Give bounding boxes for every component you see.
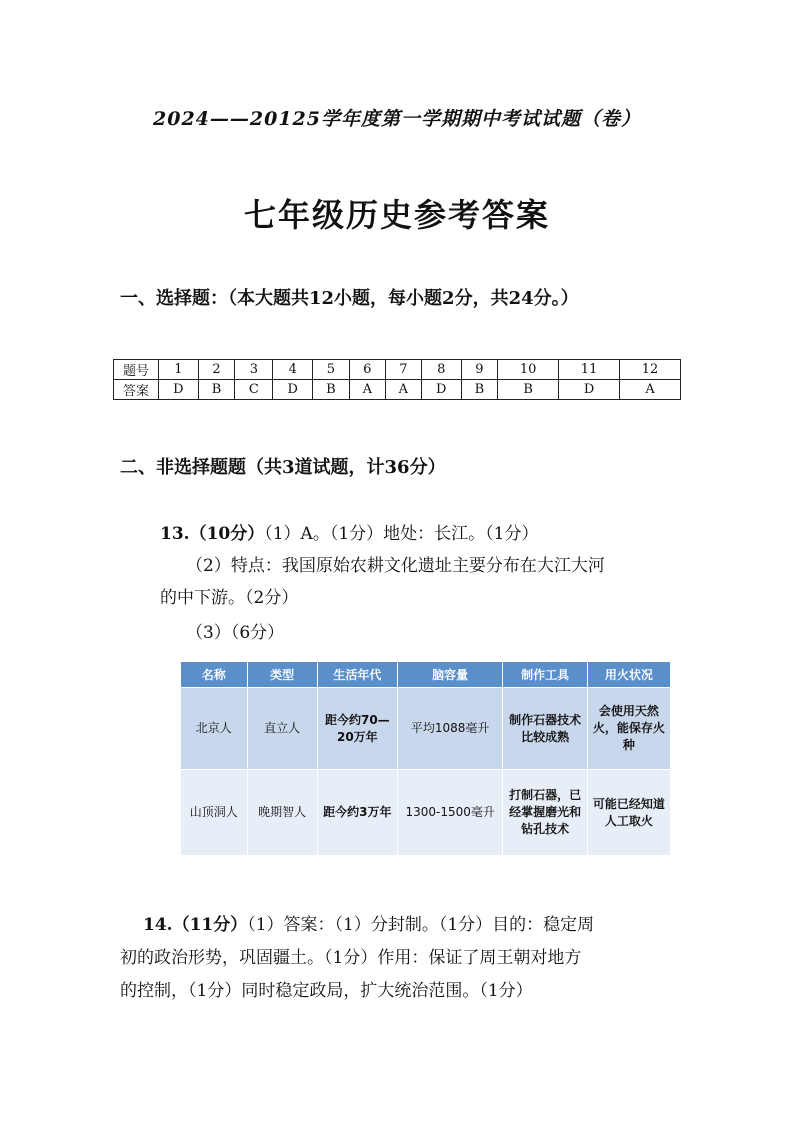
answer-cell: B	[461, 380, 498, 400]
answer-cell: A	[349, 380, 385, 400]
col-header-type: 类型	[247, 662, 317, 688]
cell-fire: 可能已经知道人工取火	[587, 770, 670, 856]
question-number: 10	[498, 360, 559, 380]
comparison-header-row	[181, 662, 671, 688]
answer-cell: D	[421, 380, 461, 400]
q14-number: 14.（11分）	[143, 915, 248, 935]
question-number: 3	[235, 360, 273, 380]
q14-line2: 初的政治形势，巩固疆土。（1分）作用：保证了周王朝对地方	[120, 948, 582, 968]
answer-row	[114, 380, 681, 400]
question-number: 9	[461, 360, 498, 380]
comparison-table	[180, 661, 671, 856]
section1-heading: 一、选择题：（本大题共12小题，每小题2分，共24分。）	[120, 288, 579, 309]
question-number: 1	[159, 360, 199, 380]
q14-part1: （1）答案：（1）分封制。（1分）目的：稳定周	[247, 915, 595, 935]
question-number: 12	[620, 360, 681, 380]
col-header-name: 名称	[181, 662, 248, 688]
q13-number: 13.（10分）	[160, 524, 265, 544]
q13-line3: 的中下游。（2分）	[160, 588, 299, 608]
q14-line3: 的控制，（1分）同时稳定政局，扩大统治范围。（1分）	[120, 981, 533, 1001]
cell-type: 直立人	[247, 688, 317, 770]
q13-line4: （3）（6分）	[186, 623, 285, 643]
question-number: 7	[385, 360, 421, 380]
col-header-era: 生活年代	[317, 662, 397, 688]
page-title: 七年级历史参考答案	[243, 196, 550, 234]
cell-brain: 1300-1500毫升	[397, 770, 503, 856]
q13-line1	[160, 518, 538, 551]
answer-cell: B	[198, 380, 235, 400]
answer-cell: D	[159, 380, 199, 400]
cell-tools: 打制石器，已经掌握磨光和钻孔技术	[503, 770, 587, 856]
q14-line1	[143, 909, 594, 942]
cell-name: 北京人	[181, 688, 248, 770]
question-number: 5	[313, 360, 350, 380]
q13-part1: （1）A。（1分）地处：长江。（1分）	[264, 524, 539, 544]
row-label-answer: 答案	[114, 380, 159, 400]
choice-answer-table	[113, 359, 681, 400]
answer-cell: A	[620, 380, 681, 400]
cell-fire: 会使用天然火，能保存火种	[587, 688, 670, 770]
col-header-tools: 制作工具	[503, 662, 587, 688]
cell-type: 晚期智人	[247, 770, 317, 856]
answer-cell: A	[385, 380, 421, 400]
answer-cell: B	[313, 380, 350, 400]
answer-cell: D	[273, 380, 313, 400]
question-number: 4	[273, 360, 313, 380]
cell-name: 山顶洞人	[181, 770, 248, 856]
question-number: 6	[349, 360, 385, 380]
cell-tools: 制作石器技术比较成熟	[503, 688, 587, 770]
section2-heading: 二、非选择题题（共3道试题，计36分）	[120, 457, 446, 478]
question-number: 8	[421, 360, 461, 380]
col-header-fire: 用火状况	[587, 662, 670, 688]
row-label-number: 题号	[114, 360, 159, 380]
answer-cell: C	[235, 380, 273, 400]
answer-cell: D	[559, 380, 620, 400]
question-number-row	[114, 360, 681, 380]
table-row	[181, 688, 671, 770]
question-number: 2	[198, 360, 235, 380]
q13-line2: （2）特点：我国原始农耕文化遗址主要分布在大江大河	[186, 556, 605, 576]
col-header-brain: 脑容量	[397, 662, 503, 688]
exam-header-title: 2024——20125学年度第一学期期中考试试题（卷）	[153, 108, 641, 130]
cell-era: 距今约3万年	[317, 770, 397, 856]
question-number: 11	[559, 360, 620, 380]
table-row	[181, 770, 671, 856]
cell-era: 距今约70—20万年	[317, 688, 397, 770]
cell-brain: 平均1088毫升	[397, 688, 503, 770]
answer-cell: B	[498, 380, 559, 400]
